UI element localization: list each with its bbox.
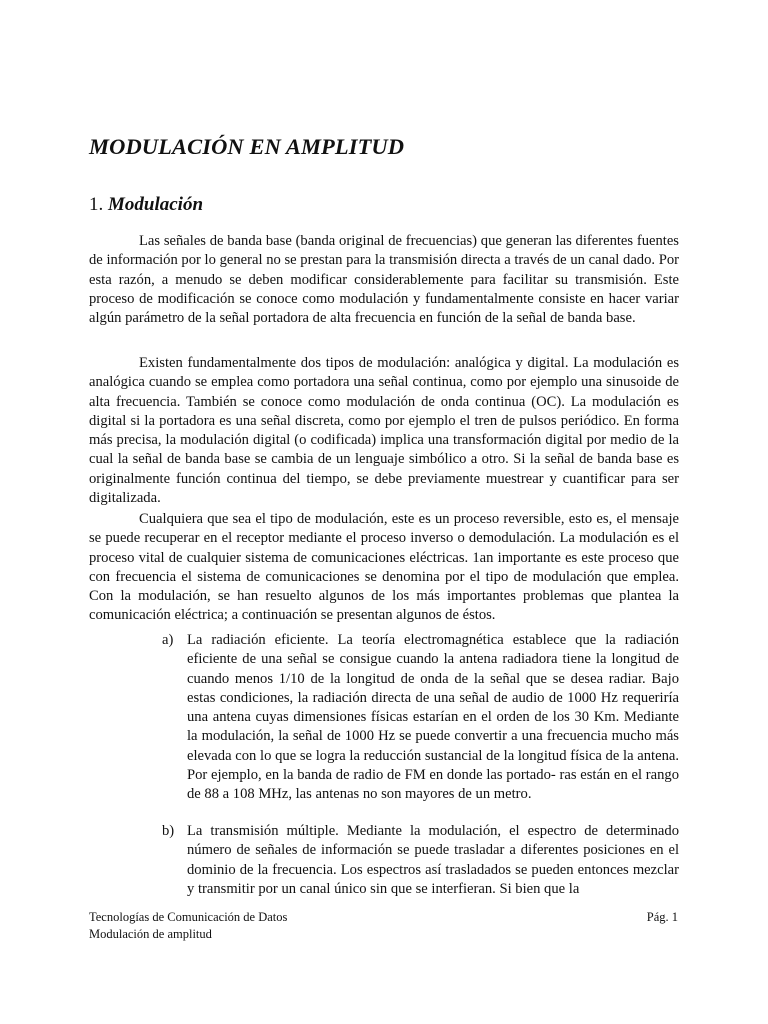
- section-number: 1.: [89, 194, 104, 215]
- section-title: Modulación: [108, 194, 204, 215]
- page-number: Pág. 1: [646, 910, 678, 924]
- paragraph-3: Cualquiera que sea el tipo de modulación, este es un proceso reversible, esto es, el mensaje se puede recuperar en el receptor mediante el proceso inverso o demodulación. La modulación es el proceso vital de cualquier sistema de comunicaciones eléctricas. 1an importante es este proceso que con frecuencia el sistema de comunicaciones se denomina por el tipo de modulación que emplea. Con la modulación, se han resuelto algunos de los más importantes problemas que plantea la comunicación eléctrica; a continuación se presentan algunos de éstos.: [89, 511, 679, 624]
- list-item-text: La radiación eficiente. La teoría electromagnética establece que la radiación eficiente de una señal se consigue cuando la antena radiadora tiene la longitud de cuando menos 1/10 de la longitud de onda de la señal que se desea radiar. Bajo estas condiciones, la radiación directa de una señal de audio de 1000 Hz requeriría una antena cuyas dimensiones físicas estarían en el orden de los 30 Km. Mediante la modulación, la señal de 1000 Hz se puede convertir a una frecuencia mucho más elevada con lo que se logra la reducción sustancial de la longitud física de la antena. Por ejemplo, en la banda de radio de FM en donde las portado- ras están en el rango de 88 a 108 MHz, las antenas no son mayores de un metro.: [187, 632, 679, 803]
- document-title: MODULACIÓN EN AMPLITUD: [89, 134, 405, 159]
- paragraph-1: Las señales de banda base (banda original de frecuencias) que generan las diferentes fuentes de información por lo general no se prestan para la transmisión directa a través de un canal dado. Por esta razón, a menudo se deben modificar considerablemente para facilitar su transmisión. Este proceso de modificación se conoce como modulación y fundamentalmente consiste en hacer variar algún parámetro de la señal portadora de alta frecuencia en función de la señal de banda base.: [89, 233, 679, 327]
- list-item: [162, 822, 679, 899]
- footer-course: Tecnologías de Comunicación de Datos: [89, 910, 288, 924]
- list-marker: a): [162, 632, 174, 648]
- footer-topic: Modulación de amplitud: [89, 927, 212, 941]
- list-item-text: La transmisión múltiple. Mediante la modulación, el espectro de determinado número de señales de información se puede trasladar a diferentes posiciones en el dominio de la frecuencia. Los espectros así trasladados se pueden entonces mezclar y transmitir por un canal único sin que se interfieran. Si bien que la: [187, 823, 679, 897]
- paragraph-2: Existen fundamentalmente dos tipos de modulación: analógica y digital. La modulación es analógica cuando se emplea como portadora una señal continua, como por ejemplo una sinusoide de alta frecuencia. También se conoce como modulación de onda continua (OC). La modulación es digital si la portadora es una señal discreta, como por ejemplo el tren de pulsos periódico. En forma más precisa, la modulación digital (o codificada) implica una transformación digital por medio de la cual la señal de banda base se cambia de un lenguaje simbólico a otro. Si la señal de banda base es originalmente función continua del tiempo, se debe previamente muestrear y cuantificar para ser digitalizada.: [89, 355, 679, 507]
- list-item: [162, 631, 679, 805]
- section-heading: [89, 193, 203, 217]
- page-footer-left: [89, 909, 287, 943]
- list-marker: b): [162, 823, 175, 839]
